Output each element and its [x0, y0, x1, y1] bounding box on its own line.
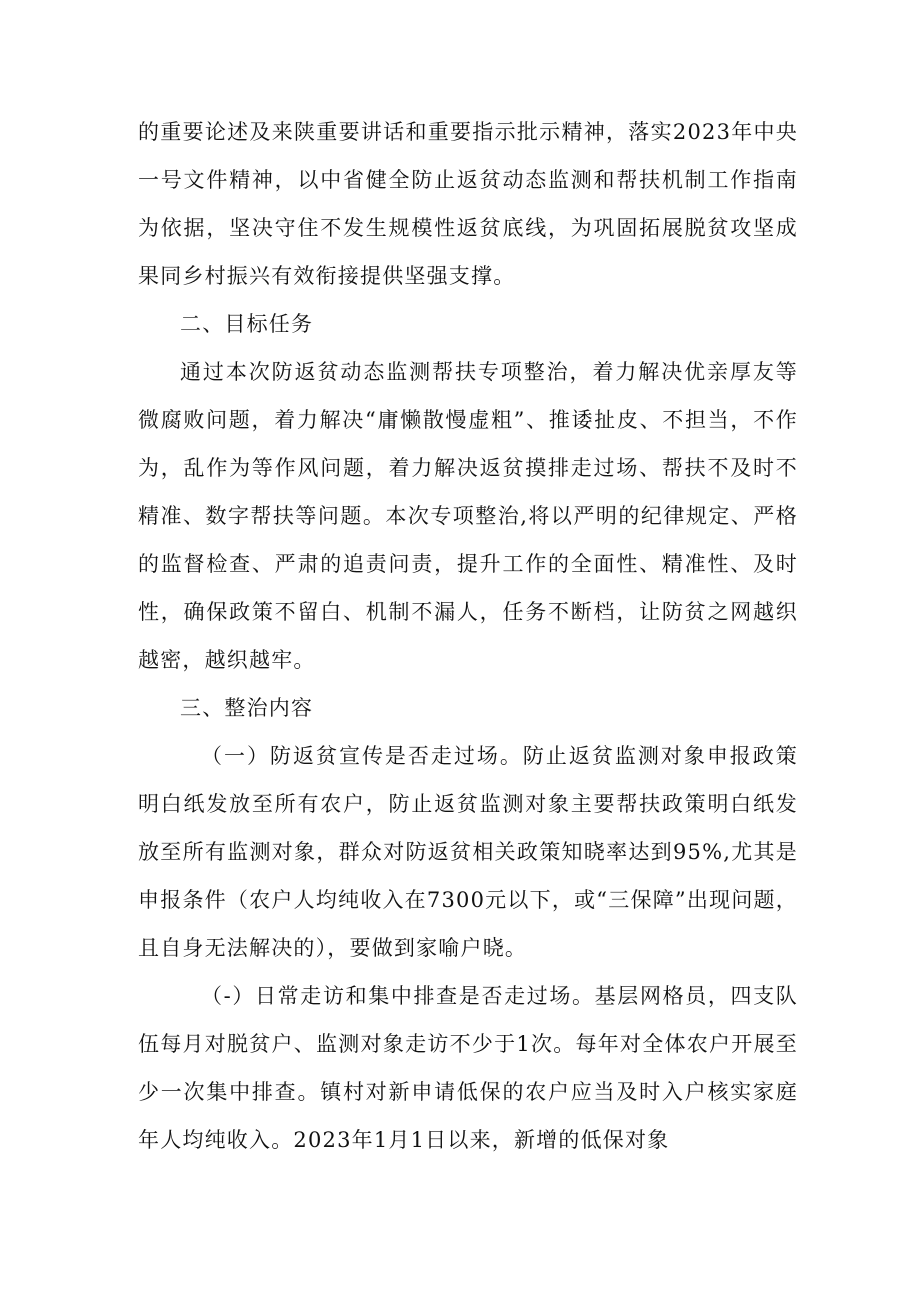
document-body: [138, 108, 798, 1164]
item-1-paragraph: （一）防返贫宣传是否走过场。防止返贫监测对象申报政策明白纸发放至所有农户，防止返贫监测对象主要帮扶政策明白纸发放至所有监测对象，群众对防返贫相关政策知晓率达到95%,尤其是申报条件（农户人均纯收入在7300元以下，或“三保障”出现问题，且自身无法解决的），要做到家喻户晓。: [138, 744, 798, 960]
section-3-heading: 三、整治内容: [180, 696, 314, 720]
section-2-heading: 二、目标任务: [180, 312, 314, 336]
item-2-paragraph: （-）日常走访和集中排查是否走过场。基层网格员，四支队伍每月对脱贫户、监测对象走访不少于1次。每年对全体农户开展至少一次集中排查。镇村对新申请低保的农户应当及时入户核实家庭年人均纯收入。2023年1月1日以来，新增的低保对象: [138, 984, 798, 1152]
intro-continuation-paragraph: 的重要论述及来陕重要讲话和重要指示批示精神，落实2023年中央一号文件精神，以中省健全防止返贫动态监测和帮扶机制工作指南为依据，坚决守住不发生规模性返贫底线，为巩固拓展脱贫攻坚成果同乡村振兴有效衔接提供坚强支撑。: [138, 120, 798, 288]
section-2-body-paragraph: 通过本次防返贫动态监测帮扶专项整治，着力解决优亲厚友等微腐败问题，着力解决“庸懒散慢虚粗”、推诿扯皮、不担当，不作为，乱作为等作风问题，着力解决返贫摸排走过场、帮扶不及时不精准、数字帮扶等问题。本次专项整治,将以严明的纪律规定、严格的监督检查、严肃的追责问责，提升工作的全面性、精准性、及时性，确保政策不留白、机制不漏人，任务不断档，让防贫之网越织越密，越织越牢。: [138, 360, 798, 672]
